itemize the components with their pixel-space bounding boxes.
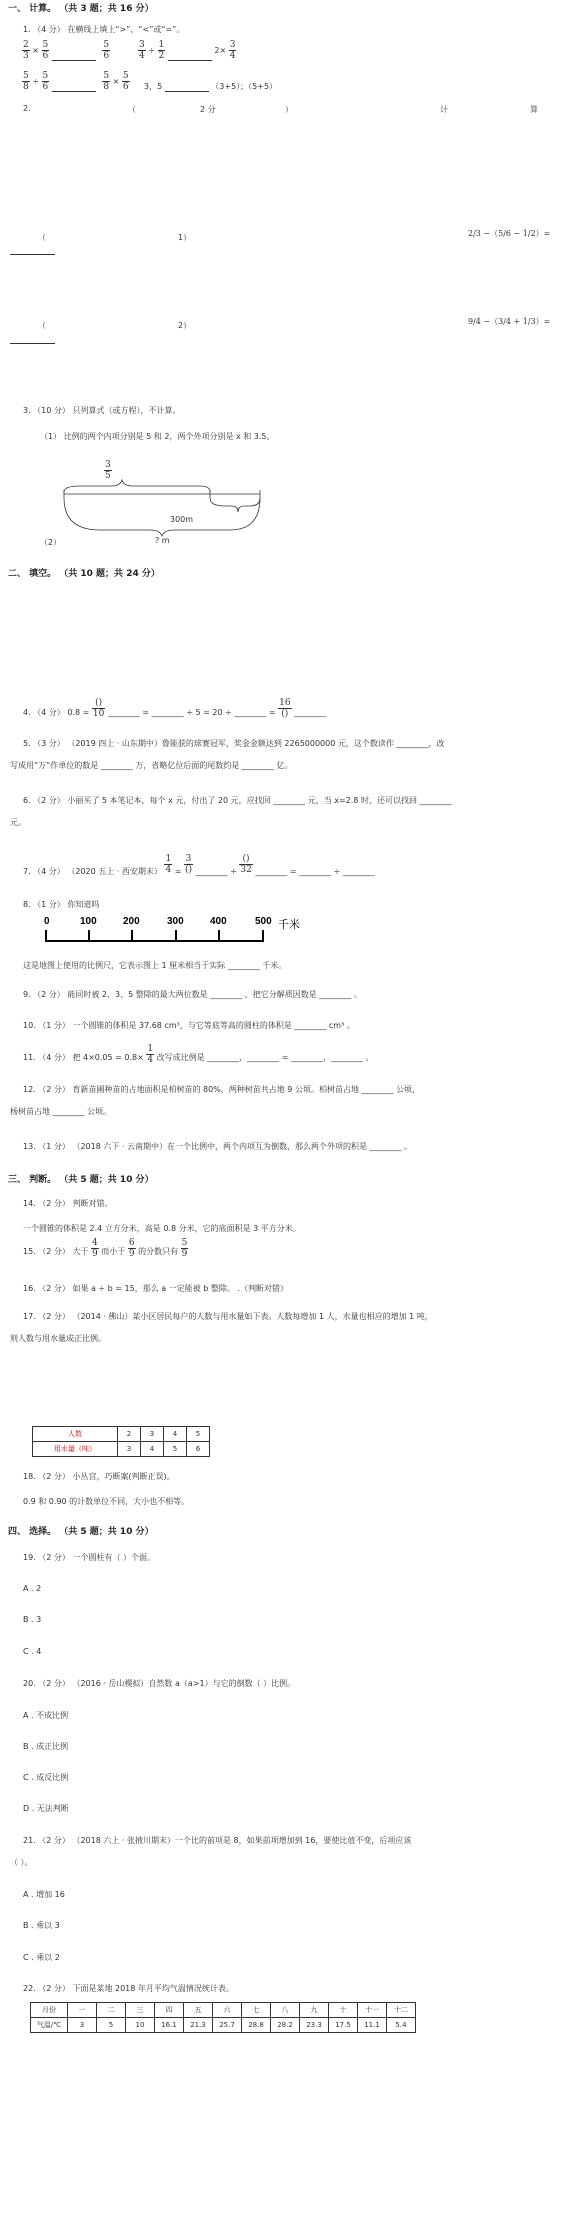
section-3-title: 三、 判断。 （共 5 题；共 10 分）: [8, 1175, 154, 1185]
q2-num: 2.: [23, 104, 31, 113]
ruler-baseline: [45, 940, 264, 942]
table-row: [31, 2003, 416, 2018]
section-1-title: 一、 计算。 （共 3 题；共 16 分）: [8, 4, 154, 14]
fraction: $\frac{5}{6}$: [103, 40, 110, 61]
q1-row2: $\frac{5}{8}$ ÷ $\frac{5}{6}$ $\frac{5}{8}$ × $\frac{5}{6}$: [23, 71, 129, 92]
ruler-tick-label: 400: [210, 916, 227, 927]
ruler-tick-label: 300: [167, 916, 184, 927]
answer-blank[interactable]: [52, 82, 96, 92]
temp-cell: 23.3: [300, 2018, 329, 2033]
q8-stem: 8. （1 分） 你知道吗: [23, 900, 100, 909]
q12-line1: 12. （2 分） 育新苗圃种苗的占地面积是柏树苗的 80%，两种树苗共占地 9 公顷。柏树苗占地 ________ 公顷，: [23, 1085, 421, 1094]
q21-option-c[interactable]: C . 乘以 2: [23, 1953, 60, 1962]
q3-segment-label: 300m: [170, 515, 194, 524]
q2-p1-expr: 2/3 −（5/6 − 1/2）=: [468, 229, 551, 238]
q2-p2-num: 2）: [178, 321, 192, 330]
q1-row2-right: 3，5 （3+5）；（5+5）: [144, 82, 278, 91]
table-row: [31, 2018, 416, 2033]
q2-p2-label: （: [38, 321, 46, 330]
q21-option-b[interactable]: B . 乘以 3: [23, 1921, 60, 1930]
q1-row1-right: $\frac{3}{4}$ ÷ $\frac{1}{2}$ 2× $\frac{3}{4}$: [139, 40, 236, 61]
section-2-title: 二、 填空。 （共 10 题；共 24 分）: [8, 569, 160, 579]
section-4-title: 四、 选择。 （共 5 题；共 10 分）: [8, 1527, 154, 1537]
temp-cell: 25.7: [213, 2018, 242, 2033]
q11: 11. （4 分） 把 4×0.05 = 0.8× $\frac{1}{4}$ 改写成比例是 ________，________ = ________，________ 。: [23, 1044, 374, 1065]
row-header: 气温/℃: [31, 2018, 68, 2033]
q19-option-c[interactable]: C . 4: [23, 1647, 42, 1656]
answer-blank[interactable]: [165, 82, 209, 92]
answer-blank[interactable]: [52, 51, 96, 61]
q3-p1: （1） 比例的两个内项分别是 5 和 2，两个外项分别是 x 和 3.5。: [40, 432, 275, 441]
row-header: 月份: [31, 2003, 68, 2018]
q15: 15. （2 分） 大于 $\frac{4}{9}$ 而小于 $\frac{6}{9}$ 的分数只有 $\frac{5}{9}$: [23, 1238, 188, 1259]
month-cell: 九: [300, 2003, 329, 2018]
temp-cell: 11.1: [358, 2018, 387, 2033]
q17-line2: 则人数与用水量成正比例。: [10, 1334, 106, 1343]
q19-option-b[interactable]: B . 3: [23, 1615, 42, 1624]
q21-line1: 21. （2 分） （2018 六上 · 张掖川期末）一个比的前项是 8，如果前项增加到 16，要使比值不变，后项应该: [23, 1836, 412, 1845]
q19-stem: 19. （2 分） 一个圆柱有（ ）个面。: [23, 1553, 155, 1562]
q18-body: 0.9 和 0.90 的计数单位不同，大小也不相等。: [23, 1497, 190, 1506]
q6-line1: 6. （2 分） 小丽买了 5 本笔记本，每个 x 元，付出了 20 元，应找回 ________ 元，当 x=2.8 时，还可以找回 ________: [23, 796, 452, 805]
ruler-tick-label: 200: [123, 916, 140, 927]
ruler-tick-label: 500: [255, 916, 272, 927]
q13: 13. （1 分） （2018 六下 · 云南期中）在一个比例中，两个内项互为倒数，那么两个外项的积是 ________ 。: [23, 1142, 413, 1151]
ruler-tick-label: 0: [44, 916, 50, 927]
fraction: $\frac{5}{6}$: [42, 40, 49, 61]
q2-score: 2 分: [200, 105, 216, 114]
q20-option-b[interactable]: B . 成正比例: [23, 1742, 69, 1751]
q22-stem: 22. （2 分） 下面是某地 2018 年月平均气温情况统计表。: [23, 1984, 234, 1993]
temp-cell: 3: [68, 2018, 97, 2033]
month-cell: 三: [126, 2003, 155, 2018]
q5-line1: 5. （3 分） （2019 四上 · 山东期中）鲁能获的球赛冠军，奖金金额达到 2265000000 元，这个数读作 ________，改: [23, 739, 445, 748]
table-row: 用水量（吨） 3 4 5 6: [33, 1442, 210, 1457]
fraction: $\frac{2}{3}$: [23, 40, 29, 61]
temp-cell: 28.2: [271, 2018, 300, 2033]
q2-p2-expr: 9/4 −（3/4 + 1/3）=: [468, 317, 551, 326]
q2-p1-answer[interactable]: [10, 254, 55, 255]
q16: 16. （2 分） 如果 a ÷ b = 15，那么 a 一定能被 b 整除。 .（判断对错）: [23, 1284, 288, 1293]
line-segment-diagram: [60, 484, 240, 534]
q19-option-a[interactable]: A . 2: [23, 1584, 42, 1593]
q1-row1: $\frac{2}{3}$ × $\frac{5}{6}$ $\frac{5}{6}$: [23, 40, 110, 61]
q21-option-a[interactable]: A . 增加 16: [23, 1890, 65, 1899]
temp-cell: 17.5: [329, 2018, 358, 2033]
q20-option-a[interactable]: A . 不成比例: [23, 1711, 69, 1720]
q2-p1-num: 1）: [178, 233, 192, 242]
q20-option-c[interactable]: C . 成反比例: [23, 1773, 69, 1782]
q17-line1: 17. （2 分） （2014 · 佛山）某小区居民每户的人数与用水量如下表。人数每增加 1 人，水量也相应的增加 1 吨，: [23, 1312, 433, 1321]
month-cell: 八: [271, 2003, 300, 2018]
q20-stem: 20. （2 分） （2016 · 岳山模拟）自然数 a（a>1）与它的倒数（ ）比例。: [23, 1679, 296, 1688]
q12-line2: 杨树苗占地 ________ 公顷。: [10, 1107, 112, 1116]
temp-cell: 10: [126, 2018, 155, 2033]
q2-p2-answer[interactable]: [10, 343, 55, 344]
month-cell: 六: [213, 2003, 242, 2018]
q2-calc: 计: [440, 105, 448, 114]
month-cell: 十二: [387, 2003, 416, 2018]
q2-p1-label: （: [38, 233, 46, 242]
q4: 4. （4 分） 0.8 = $\frac{()}{10}$ ________ = ________ ÷ 5 = 20 ÷ ________ = $\frac{16}{()}$ ________: [23, 698, 327, 719]
q7: 7. （4 分） （2020 五上 · 西安期末） $\frac{1}{4}$ = $\frac{3}{()}$ ________ ÷ $\frac{()}{32}$ ________ = ________ ÷ ________: [23, 854, 375, 876]
q2-close: ）: [285, 105, 293, 114]
q3-p2: （2）: [40, 538, 62, 547]
q1-stem: 1. （4 分） 在横线上填上“>”、“<”或“=”。: [23, 25, 185, 34]
ruler-unit: 千米: [278, 919, 300, 931]
q14-body: 一个圆锥的体积是 2.4 立方分米，高是 0.8 分米，它的底面积是 3 平方分米。: [23, 1224, 301, 1233]
q18-stem: 18. （2 分） 小丛宫，巧断案(判断正误)。: [23, 1472, 175, 1481]
q3-total-label: ? m: [155, 536, 170, 545]
q8-text: 这是地图上使用的比例尺，它表示图上 1 厘米相当于实际 ________ 千米。: [23, 961, 287, 970]
q3-fraction: $\frac{3}{5}$: [105, 460, 111, 481]
q2-suan: 算: [530, 105, 538, 114]
q10: 10. （1 分） 一个圆锥的体积是 37.68 cm³，与它等底等高的圆柱的体积是 ________ cm³ 。: [23, 1021, 355, 1030]
month-cell: 十一: [358, 2003, 387, 2018]
temperature-table: [30, 2002, 416, 2033]
temp-cell: 5.4: [387, 2018, 416, 2033]
month-cell: 一: [68, 2003, 97, 2018]
month-cell: 十: [329, 2003, 358, 2018]
answer-blank[interactable]: [168, 51, 212, 61]
q20-option-d[interactable]: D . 无法判断: [23, 1804, 69, 1813]
temp-cell: 21.3: [184, 2018, 213, 2033]
q21-line2: （ ）。: [10, 1858, 33, 1867]
month-cell: 七: [242, 2003, 271, 2018]
temp-cell: 16.1: [155, 2018, 184, 2033]
ruler-tick-label: 100: [80, 916, 97, 927]
month-cell: 二: [97, 2003, 126, 2018]
q5-line2: 写成用“万”作单位的数是 ________ 万，省略亿位后面的尾数约是 ________ 亿。: [10, 761, 293, 770]
q9: 9. （2 分） 能同时被 2、3、5 整除的最大两位数是 ________ ，把它分解质因数是 ________ 。: [23, 990, 362, 999]
water-usage-table: [32, 1426, 210, 1457]
temp-cell: 28.8: [242, 2018, 271, 2033]
temp-cell: 5: [97, 2018, 126, 2033]
q6-line2: 元。: [10, 818, 26, 827]
q14-stem: 14. （2 分） 判断对错。: [23, 1199, 113, 1208]
q3-stem: 3. （10 分） 只列算式（或方程），不计算。: [23, 406, 181, 415]
table-row: 人数 2 3 4 5: [33, 1427, 210, 1442]
month-cell: 四: [155, 2003, 184, 2018]
q2-open: （: [128, 105, 136, 114]
month-cell: 五: [184, 2003, 213, 2018]
